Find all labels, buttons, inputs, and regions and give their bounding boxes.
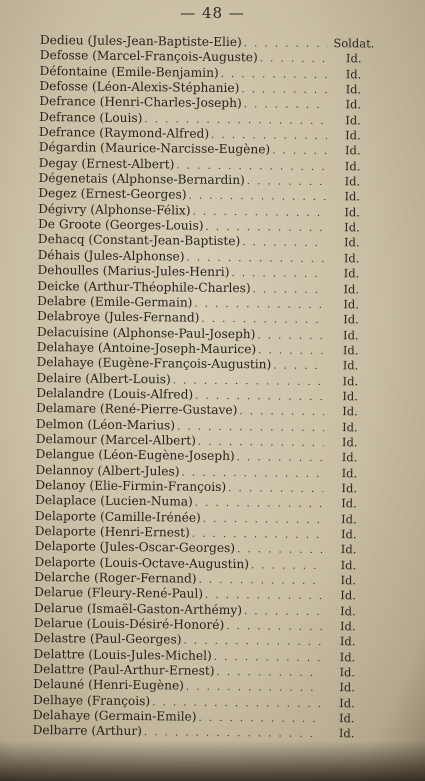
soldier-rank: Id. [339, 680, 356, 695]
soldier-rank: Id. [338, 726, 355, 741]
dot-leader [214, 665, 321, 681]
soldier-rank: Id. [344, 204, 360, 220]
soldier-name: Delabroye (Jules-Fernand) [36, 309, 200, 325]
page-number: — 48 — [180, 4, 245, 22]
dot-leader [191, 204, 327, 221]
soldier-name: Delastre (Paul-Georges) [33, 631, 182, 647]
soldier-rank: Id. [340, 527, 357, 542]
soldier-rank: Id. [345, 128, 361, 143]
soldier-name: Degez (Ernest-Georges) [38, 186, 187, 202]
soldier-rank: Id. [339, 649, 356, 665]
soldier-rank: Soldat. [333, 36, 375, 51]
soldier-rank: Id. [344, 189, 361, 204]
soldier-rank: Id. [343, 327, 359, 342]
soldier-name: Defrance (Louis) [39, 109, 143, 125]
dot-leader [224, 619, 322, 635]
soldier-name: Delmon (Léon-Marius) [35, 416, 176, 433]
dot-leader [212, 650, 322, 666]
dot-leader [237, 404, 324, 420]
soldier-rank: Id. [342, 389, 359, 404]
soldier-name: Delahaye (Eugène-François-Augustin) [36, 355, 272, 372]
soldier-name: Delaire (Albert-Louis) [36, 370, 171, 386]
soldier-name: Delangue (Léon-Eugène-Joseph) [35, 447, 235, 464]
soldier-name: Défontaine (Emile-Benjamin) [39, 63, 219, 80]
soldier-rank: Id. [338, 711, 355, 726]
soldier-rank: Id. [340, 542, 357, 557]
soldier-name: Defrance (Raymond-Alfred) [38, 125, 210, 141]
soldier-name: Delattre (Paul-Arthur-Ernest) [33, 662, 215, 678]
soldier-name: Delaporte (Louis-Octave-Augustin) [34, 554, 250, 571]
dot-leader [249, 558, 323, 574]
dot-leader [258, 52, 328, 68]
soldier-name: Delacuisine (Alphonse-Paul-Joseph) [36, 324, 256, 341]
soldier-name: Delanoy (Elie-Firmin-François) [35, 477, 227, 494]
soldier-rank: Id. [340, 573, 357, 588]
dot-leader [197, 573, 323, 590]
soldier-rank: Id. [341, 435, 358, 450]
soldier-name: Delhaye (François) [32, 692, 151, 708]
dot-leader [240, 236, 326, 252]
page-bottom-shadow [0, 741, 425, 781]
soldier-name: Delaporte (Henri-Ernest) [34, 523, 190, 540]
soldier-name: Defosse (Marcel-François-Auguste) [39, 48, 258, 65]
soldier-rank: Id. [342, 373, 359, 388]
dot-leader [192, 296, 325, 313]
dot-leader [270, 144, 327, 160]
soldier-name: Defosse (Léon-Alexis-Stéphanie) [39, 79, 240, 96]
dot-leader [171, 373, 325, 390]
dot-leader [184, 680, 321, 697]
dot-leader [186, 189, 326, 206]
soldier-name: Dehacq (Constant-Jean-Baptiste) [37, 232, 241, 249]
soldier-name: Dégardin (Maurice-Narcisse-Eugène) [38, 140, 271, 157]
soldier-rank: Id. [339, 634, 356, 649]
soldier-name: Delannoy (Albert-Jules) [35, 462, 180, 479]
soldier-rank: Id. [345, 112, 361, 128]
soldier-rank: Id. [340, 603, 356, 619]
soldier-name: Dehoulles (Marius-Jules-Henri) [37, 263, 230, 280]
dot-leader [235, 450, 324, 466]
dot-leader [239, 82, 327, 98]
dot-leader [251, 282, 326, 298]
dot-leader [193, 496, 323, 513]
dot-leader [271, 359, 324, 375]
soldier-name: Delarche (Roger-Fernand) [34, 570, 197, 586]
soldier-rank: Id. [343, 281, 360, 296]
dot-leader [196, 711, 320, 728]
dot-leader [255, 328, 325, 344]
soldier-name: Deicke (Arthur-Théophile-Charles) [37, 278, 251, 295]
soldier-name: Delahaye (Germain-Emile) [32, 708, 197, 724]
soldier-name: Delarue (Fleury-René-Paul) [34, 585, 204, 602]
soldier-name: Delahaye (Antoine-Joseph-Maurice) [36, 339, 257, 357]
soldier-rank: Id. [345, 97, 362, 112]
soldier-name: Dégivry (Alphonse-Félix) [38, 201, 191, 218]
soldier-name: Delamour (Marcel-Albert) [35, 431, 196, 448]
soldier-name: Dégenetais (Alphonse-Bernardin) [38, 171, 245, 188]
soldier-name: Delaplace (Lucien-Numa) [35, 493, 193, 509]
soldier-rank: Id. [343, 266, 360, 281]
soldier-rank: Id. [345, 82, 362, 97]
soldier-name: Dedieu (Jules-Jean-Baptiste-Elie) [39, 33, 242, 50]
dot-leader [201, 511, 323, 528]
list-item [33, 723, 373, 742]
soldier-name: Delalandre (Louis-Alfred) [36, 385, 194, 402]
dot-leader [226, 481, 323, 497]
soldier-name: Delaporte (Camille-Irénée) [34, 508, 201, 525]
soldier-name: Degay (Ernest-Albert) [38, 155, 175, 172]
soldier-rank: Id. [339, 665, 356, 680]
soldier-rank: Id. [343, 312, 359, 327]
soldier-rank: Id. [343, 251, 360, 266]
soldier-rank: Id. [342, 404, 358, 419]
dot-leader [245, 174, 327, 190]
dot-leader [242, 604, 322, 620]
soldier-rank: Id. [339, 695, 355, 711]
soldier-name: Defrance (Henri-Charles-Joseph) [39, 94, 242, 111]
soldier-rank: Id. [345, 51, 362, 66]
soldier-rank: Id. [344, 220, 360, 235]
dot-leader [242, 97, 328, 113]
soldier-name: Delauné (Henri-Eugène) [33, 677, 185, 693]
soldier-name: Delabre (Emile-Germain) [37, 293, 193, 310]
soldier-rank: Id. [341, 481, 358, 496]
soldier-rank: Id. [342, 358, 359, 373]
soldier-rank: Id. [340, 588, 356, 603]
soldier-name: Delaporte (Jules-Oscar-Georges) [34, 539, 236, 556]
soldier-name: De Groote (Georges-Louis) [37, 217, 204, 233]
soldier-rank: Id. [343, 235, 360, 250]
soldier-rank: Id. [344, 174, 361, 189]
soldier-rank: Id. [339, 619, 356, 634]
soldier-name: Delattre (Louis-Jules-Michel) [33, 646, 212, 663]
soldier-rank: Id. [344, 143, 361, 158]
dot-leader [175, 419, 324, 436]
soldier-rank: Id. [343, 297, 360, 312]
soldier-rank: Id. [342, 419, 358, 434]
soldier-name: Delbarre (Arthur) [32, 723, 143, 739]
soldier-name: Delarue (Ismaël-Gaston-Arthémy) [33, 600, 243, 617]
soldier-name: Delamare (René-Pierre-Gustave) [35, 401, 238, 418]
soldier-name: Delarue (Louis-Désiré-Honoré) [33, 616, 225, 633]
soldier-rank: Id. [341, 450, 358, 465]
soldier-rank: Id. [340, 557, 357, 573]
soldier-rank: Id. [341, 511, 357, 526]
soldier-rank: Id. [341, 496, 357, 511]
soldier-name: Déhais (Jules-Alphonse) [37, 247, 185, 264]
soldier-rank: Id. [342, 343, 359, 358]
roster-list [33, 33, 380, 742]
soldier-rank: Id. [345, 66, 362, 82]
soldier-rank: Id. [344, 158, 361, 174]
soldier-rank: Id. [341, 465, 358, 480]
